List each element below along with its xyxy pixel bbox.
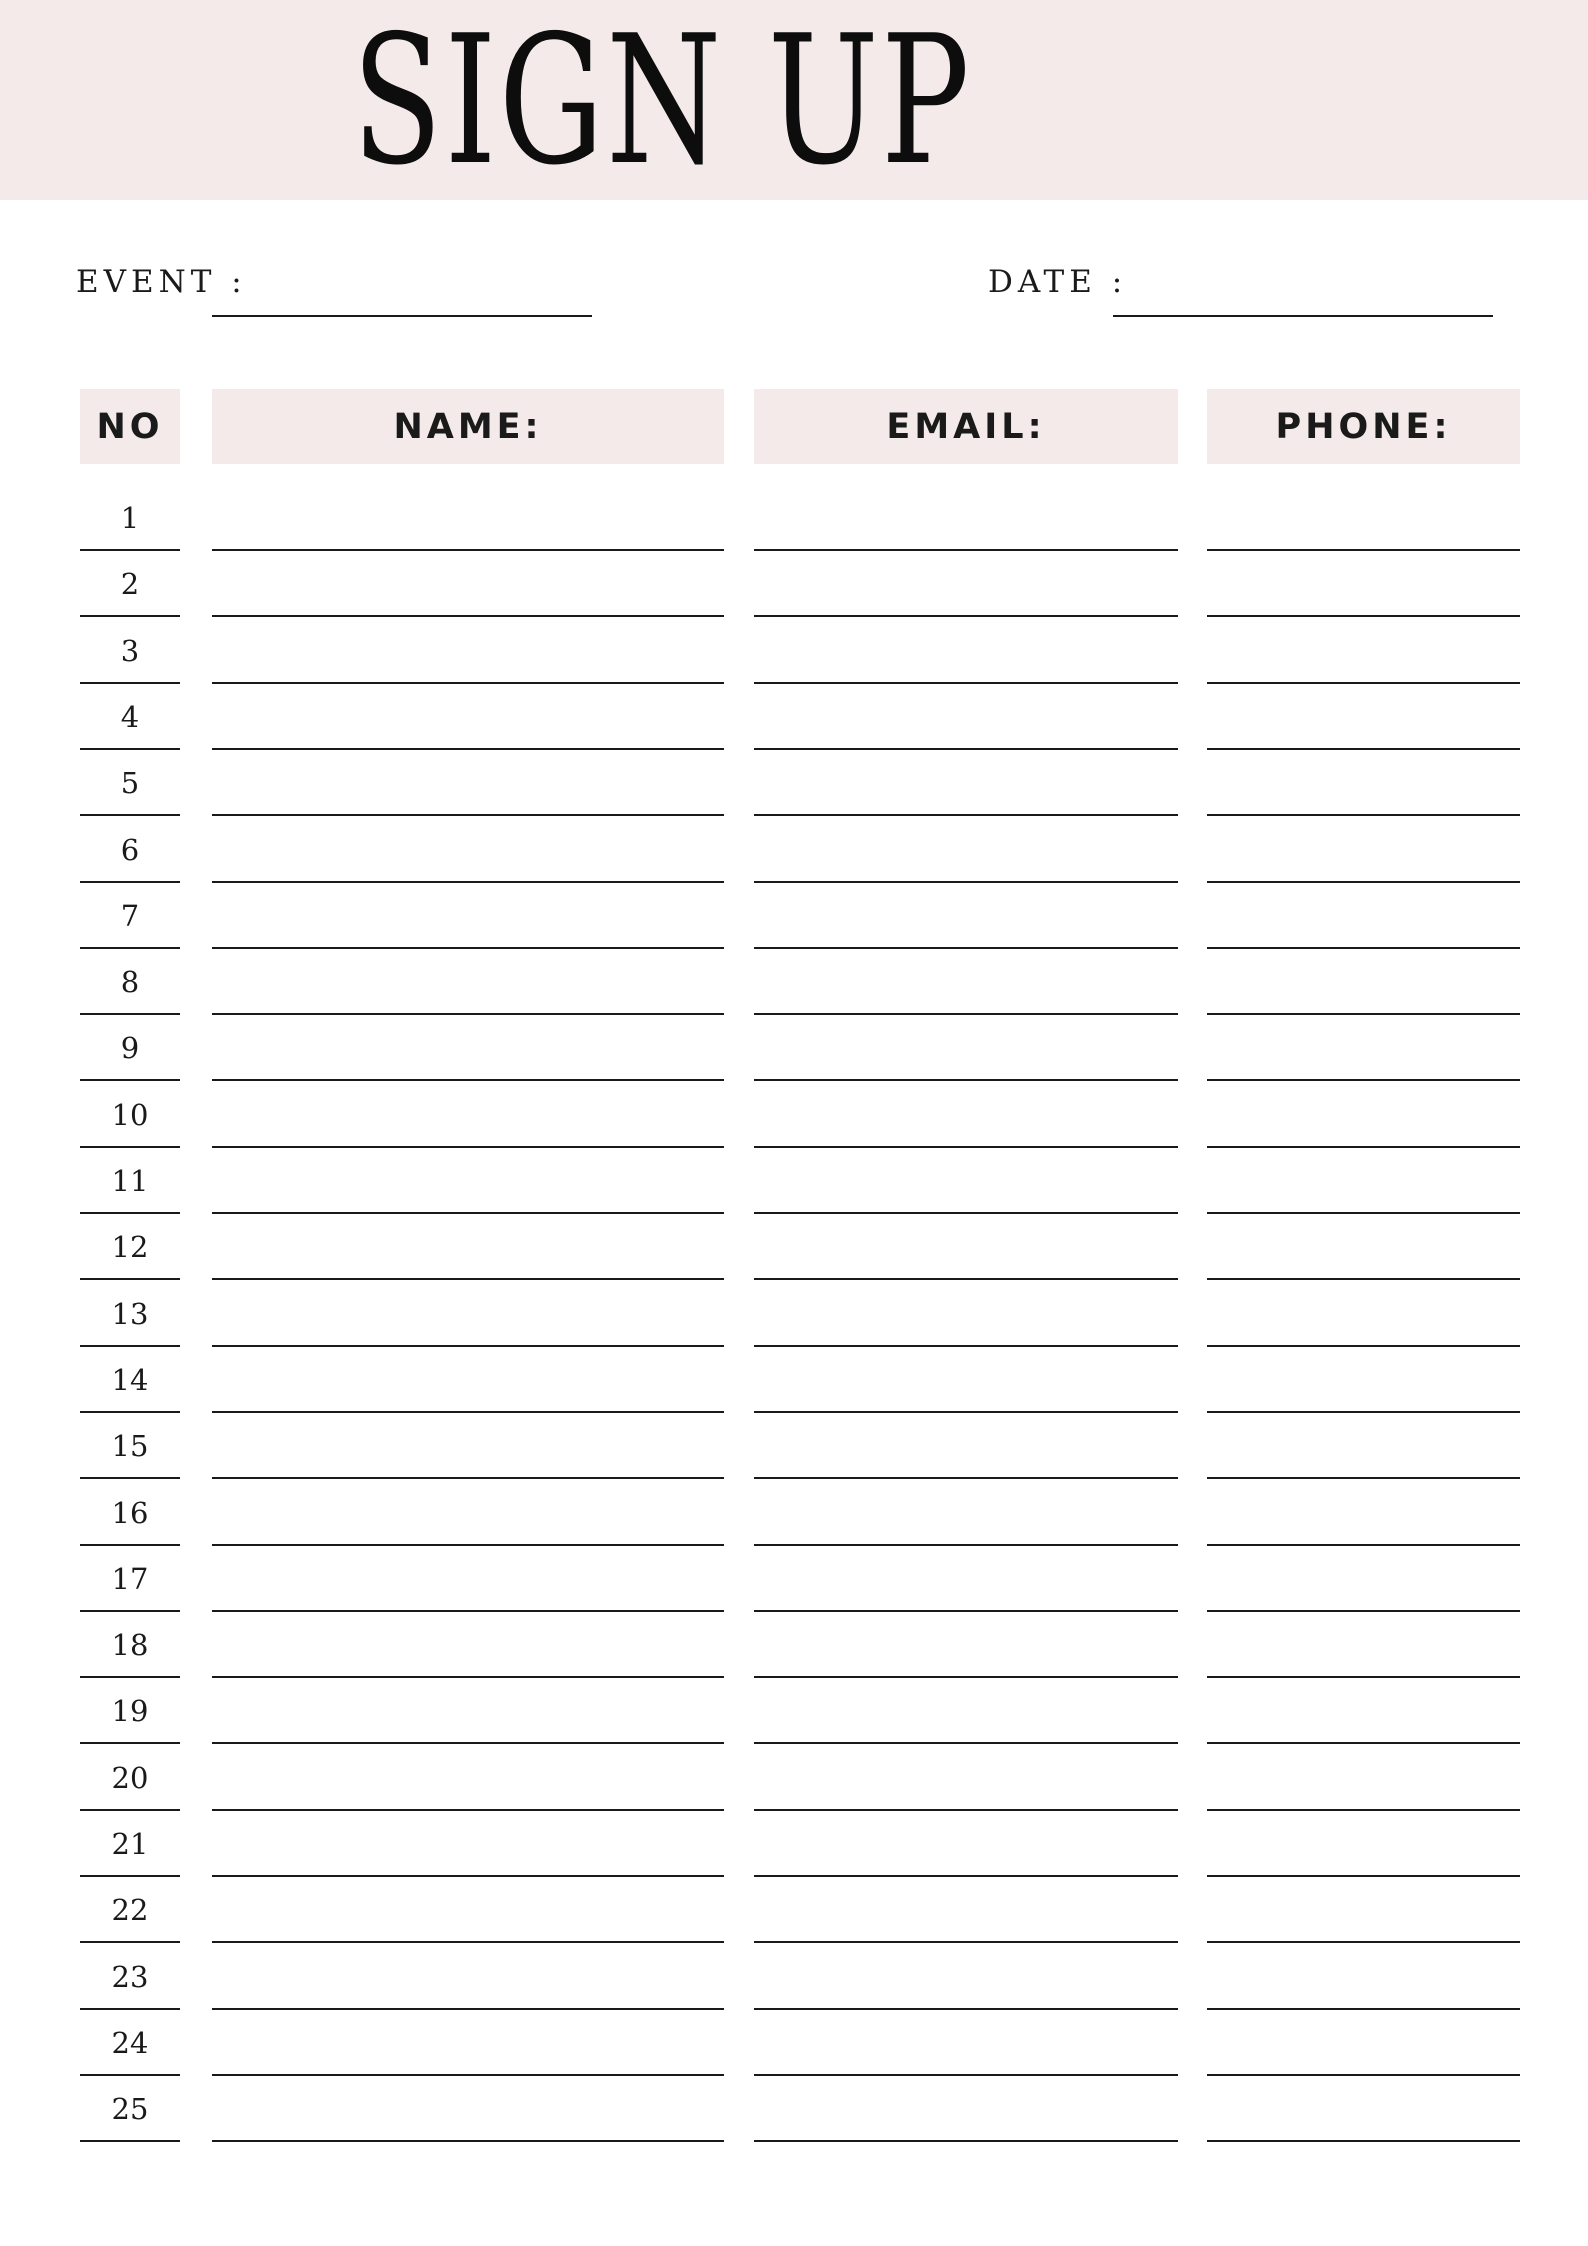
email-field[interactable] — [754, 1411, 1178, 1413]
email-field[interactable] — [754, 1742, 1178, 1744]
name-field[interactable] — [212, 2074, 724, 2076]
row-number: 11 — [111, 1164, 149, 1198]
row-number: 4 — [120, 700, 140, 734]
number-rule — [80, 1278, 180, 1280]
email-field[interactable] — [754, 2140, 1178, 2142]
phone-field[interactable] — [1207, 1345, 1520, 1347]
column-header-phone: PHONE: — [1207, 389, 1520, 464]
event-label: EVENT : — [76, 264, 247, 300]
email-field[interactable] — [754, 1676, 1178, 1678]
email-field[interactable] — [754, 615, 1178, 617]
number-rule — [80, 1411, 180, 1413]
name-field[interactable] — [212, 748, 724, 750]
number-rule — [80, 1676, 180, 1678]
number-rule — [80, 1875, 180, 1877]
email-field[interactable] — [754, 1278, 1178, 1280]
row-number: 7 — [120, 899, 140, 933]
phone-field[interactable] — [1207, 549, 1520, 551]
name-field[interactable] — [212, 1345, 724, 1347]
row-number: 17 — [111, 1562, 149, 1596]
name-field[interactable] — [212, 1742, 724, 1744]
page-title: SIGN UP — [352, 0, 972, 204]
name-field[interactable] — [212, 1411, 724, 1413]
table-row — [0, 1223, 1588, 1289]
number-rule — [80, 682, 180, 684]
row-number: 8 — [120, 965, 140, 999]
number-rule — [80, 1079, 180, 1081]
table-row — [0, 826, 1588, 892]
phone-field[interactable] — [1207, 2074, 1520, 2076]
table-row — [0, 1157, 1588, 1223]
row-number: 12 — [111, 1230, 149, 1264]
email-field[interactable] — [754, 1875, 1178, 1877]
name-field[interactable] — [212, 1544, 724, 1546]
column-header-email: EMAIL: — [754, 389, 1178, 464]
row-number: 14 — [111, 1363, 149, 1397]
number-rule — [80, 947, 180, 949]
name-field[interactable] — [212, 549, 724, 551]
name-field[interactable] — [212, 881, 724, 883]
table-row — [0, 1356, 1588, 1422]
email-field[interactable] — [754, 947, 1178, 949]
table-row — [0, 2019, 1588, 2085]
table-row — [0, 560, 1588, 626]
name-field[interactable] — [212, 1278, 724, 1280]
phone-field[interactable] — [1207, 1411, 1520, 1413]
phone-field[interactable] — [1207, 2140, 1520, 2142]
event-field[interactable] — [212, 315, 592, 317]
phone-field[interactable] — [1207, 682, 1520, 684]
name-field[interactable] — [212, 1477, 724, 1479]
row-number: 6 — [120, 833, 140, 867]
table-row — [0, 1820, 1588, 1886]
table-row — [0, 1555, 1588, 1621]
row-number: 16 — [111, 1496, 149, 1530]
email-field[interactable] — [754, 881, 1178, 883]
table-row — [0, 1754, 1588, 1820]
name-field[interactable] — [212, 814, 724, 816]
phone-field[interactable] — [1207, 1809, 1520, 1811]
number-rule — [80, 1345, 180, 1347]
table-row — [0, 759, 1588, 825]
name-field[interactable] — [212, 615, 724, 617]
number-rule — [80, 2008, 180, 2010]
table-row — [0, 2085, 1588, 2151]
number-rule — [80, 1941, 180, 1943]
phone-field[interactable] — [1207, 1544, 1520, 1546]
name-field[interactable] — [212, 1676, 724, 1678]
phone-field[interactable] — [1207, 1875, 1520, 1877]
date-field[interactable] — [1113, 315, 1493, 317]
row-number: 15 — [111, 1429, 149, 1463]
table-row — [0, 693, 1588, 759]
name-field[interactable] — [212, 1013, 724, 1015]
table-row — [0, 1621, 1588, 1687]
name-field[interactable] — [212, 1212, 724, 1214]
name-field[interactable] — [212, 947, 724, 949]
phone-field[interactable] — [1207, 1941, 1520, 1943]
name-field[interactable] — [212, 1809, 724, 1811]
phone-field[interactable] — [1207, 1610, 1520, 1612]
number-rule — [80, 2074, 180, 2076]
phone-field[interactable] — [1207, 1079, 1520, 1081]
table-row — [0, 892, 1588, 958]
table-row — [0, 1489, 1588, 1555]
name-field[interactable] — [212, 1941, 724, 1943]
table-row — [0, 958, 1588, 1024]
number-rule — [80, 1146, 180, 1148]
row-number: 5 — [120, 766, 140, 800]
phone-field[interactable] — [1207, 1742, 1520, 1744]
phone-field[interactable] — [1207, 1278, 1520, 1280]
phone-field[interactable] — [1207, 1146, 1520, 1148]
row-number: 25 — [111, 2092, 149, 2126]
name-field[interactable] — [212, 1875, 724, 1877]
table-row — [0, 1422, 1588, 1488]
name-field[interactable] — [212, 2140, 724, 2142]
email-field[interactable] — [754, 1809, 1178, 1811]
number-rule — [80, 1809, 180, 1811]
name-field[interactable] — [212, 682, 724, 684]
number-rule — [80, 748, 180, 750]
table-row — [0, 1024, 1588, 1090]
row-number: 10 — [111, 1098, 149, 1132]
number-rule — [80, 1212, 180, 1214]
row-number: 18 — [111, 1628, 149, 1662]
number-rule — [80, 1742, 180, 1744]
table-row — [0, 1953, 1588, 2019]
email-field[interactable] — [754, 682, 1178, 684]
column-header-name: NAME: — [212, 389, 724, 464]
row-number: 13 — [111, 1297, 149, 1331]
number-rule — [80, 1544, 180, 1546]
phone-field[interactable] — [1207, 881, 1520, 883]
row-number: 23 — [111, 1960, 149, 1994]
number-rule — [80, 1477, 180, 1479]
table-row — [0, 1687, 1588, 1753]
email-field[interactable] — [754, 1146, 1178, 1148]
row-number: 22 — [111, 1893, 149, 1927]
email-field[interactable] — [754, 1345, 1178, 1347]
phone-field[interactable] — [1207, 947, 1520, 949]
column-header-no: NO — [80, 389, 180, 464]
number-rule — [80, 2140, 180, 2142]
table-row — [0, 1290, 1588, 1356]
phone-field[interactable] — [1207, 1676, 1520, 1678]
email-field[interactable] — [754, 2008, 1178, 2010]
email-field[interactable] — [754, 1079, 1178, 1081]
name-field[interactable] — [212, 1146, 724, 1148]
email-field[interactable] — [754, 2074, 1178, 2076]
email-field[interactable] — [754, 549, 1178, 551]
number-rule — [80, 881, 180, 883]
email-field[interactable] — [754, 1212, 1178, 1214]
email-field[interactable] — [754, 1013, 1178, 1015]
phone-field[interactable] — [1207, 2008, 1520, 2010]
number-rule — [80, 814, 180, 816]
number-rule — [80, 615, 180, 617]
phone-field[interactable] — [1207, 748, 1520, 750]
email-field[interactable] — [754, 748, 1178, 750]
email-field[interactable] — [754, 1544, 1178, 1546]
row-number: 1 — [120, 501, 140, 535]
email-field[interactable] — [754, 814, 1178, 816]
row-number: 2 — [120, 567, 140, 601]
table-row — [0, 1091, 1588, 1157]
phone-field[interactable] — [1207, 814, 1520, 816]
phone-field[interactable] — [1207, 1013, 1520, 1015]
number-rule — [80, 1610, 180, 1612]
row-number: 21 — [111, 1827, 149, 1861]
phone-field[interactable] — [1207, 1477, 1520, 1479]
row-number: 9 — [120, 1031, 140, 1065]
email-field[interactable] — [754, 1477, 1178, 1479]
name-field[interactable] — [212, 2008, 724, 2010]
number-rule — [80, 1013, 180, 1015]
row-number: 20 — [111, 1761, 149, 1795]
row-number: 3 — [120, 634, 140, 668]
email-field[interactable] — [754, 1610, 1178, 1612]
phone-field[interactable] — [1207, 1212, 1520, 1214]
name-field[interactable] — [212, 1610, 724, 1612]
row-number: 19 — [111, 1694, 149, 1728]
phone-field[interactable] — [1207, 615, 1520, 617]
date-label: DATE : — [988, 264, 1128, 300]
email-field[interactable] — [754, 1941, 1178, 1943]
table-row — [0, 627, 1588, 693]
number-rule — [80, 549, 180, 551]
row-number: 24 — [111, 2026, 149, 2060]
table-row — [0, 494, 1588, 560]
name-field[interactable] — [212, 1079, 724, 1081]
table-row — [0, 1886, 1588, 1952]
